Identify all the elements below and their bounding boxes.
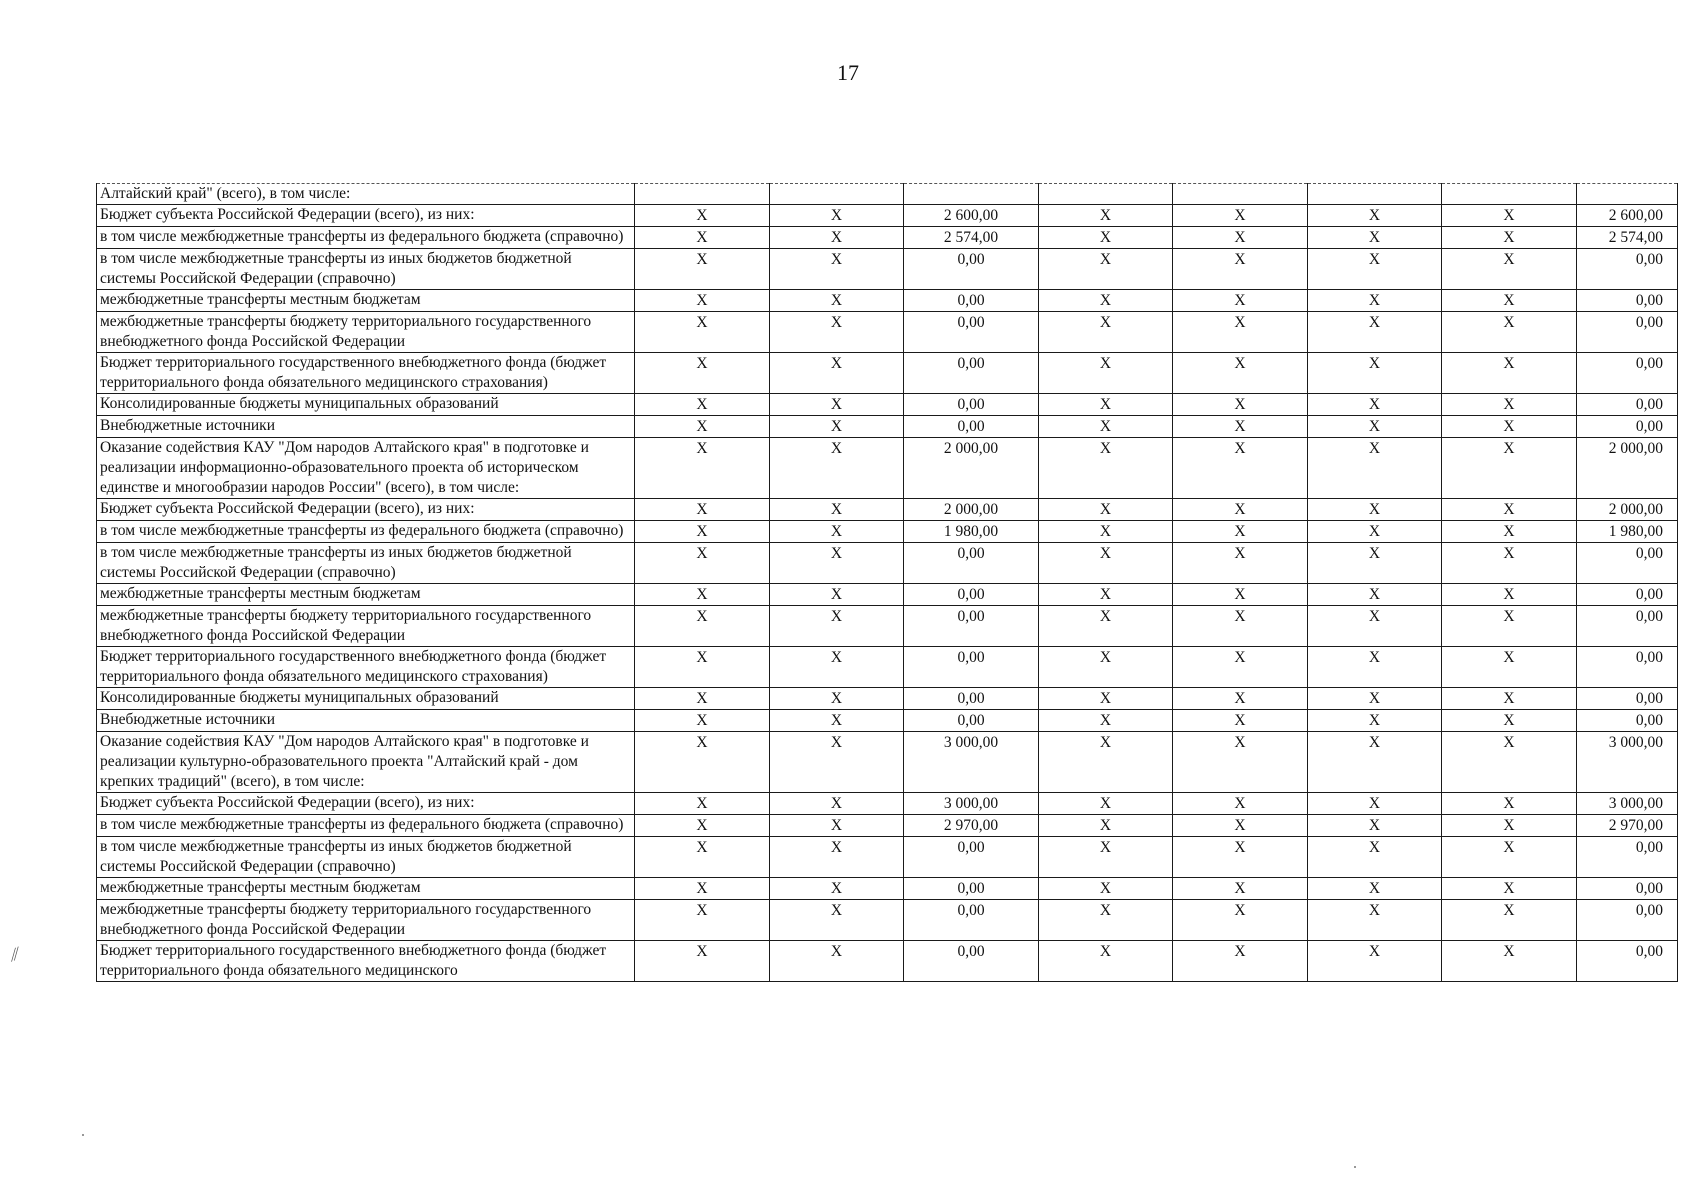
cell-col-7: X bbox=[1442, 584, 1577, 606]
cell-col-4 bbox=[1039, 184, 1173, 205]
cell-col-2: X bbox=[770, 688, 904, 710]
cell-col-4: X bbox=[1039, 312, 1173, 353]
table-row bbox=[97, 312, 1678, 353]
cell-col-1: X bbox=[635, 353, 770, 394]
row-label: Бюджет территориального государственного внебюджетного фонда (бюджет территориального фонда обязательного медицинского bbox=[97, 941, 635, 982]
cell-amount: 0,00 bbox=[904, 837, 1039, 878]
cell-total: 0,00 bbox=[1577, 249, 1678, 290]
cell-amount: 2 574,00 bbox=[904, 227, 1039, 249]
cell-col-2: X bbox=[770, 941, 904, 982]
row-label: Алтайский край" (всего), в том числе: bbox=[97, 184, 635, 205]
cell-amount: 2 970,00 bbox=[904, 815, 1039, 837]
cell-amount: 0,00 bbox=[904, 878, 1039, 900]
cell-col-2: X bbox=[770, 416, 904, 438]
cell-col-6: X bbox=[1308, 227, 1442, 249]
table-row bbox=[97, 878, 1678, 900]
cell-amount: 0,00 bbox=[904, 900, 1039, 941]
cell-col-1: X bbox=[635, 941, 770, 982]
cell-amount: 0,00 bbox=[904, 543, 1039, 584]
cell-col-7: X bbox=[1442, 688, 1577, 710]
cell-col-6: X bbox=[1308, 732, 1442, 793]
cell-col-4: X bbox=[1039, 732, 1173, 793]
cell-total: 0,00 bbox=[1577, 710, 1678, 732]
cell-col-1 bbox=[635, 184, 770, 205]
table-row bbox=[97, 732, 1678, 793]
cell-amount: 0,00 bbox=[904, 710, 1039, 732]
cell-col-2: X bbox=[770, 227, 904, 249]
cell-col-6: X bbox=[1308, 249, 1442, 290]
cell-col-1: X bbox=[635, 837, 770, 878]
cell-col-4: X bbox=[1039, 584, 1173, 606]
row-label: Бюджет субъекта Российской Федерации (всего), из них: bbox=[97, 205, 635, 227]
row-label: Оказание содействия КАУ "Дом народов Алтайского края" в подготовке и реализации культурно-образовательного проекта "Алтайский край - дом крепких традиций" (всего), в том числе: bbox=[97, 732, 635, 793]
cell-col-7: X bbox=[1442, 521, 1577, 543]
cell-col-1: X bbox=[635, 543, 770, 584]
cell-col-1: X bbox=[635, 521, 770, 543]
cell-col-2: X bbox=[770, 878, 904, 900]
cell-col-5: X bbox=[1173, 606, 1308, 647]
cell-col-2: X bbox=[770, 837, 904, 878]
cell-col-6: X bbox=[1308, 205, 1442, 227]
cell-total: 0,00 bbox=[1577, 900, 1678, 941]
cell-col-6: X bbox=[1308, 606, 1442, 647]
table-row bbox=[97, 205, 1678, 227]
cell-col-5: X bbox=[1173, 543, 1308, 584]
cell-amount: 0,00 bbox=[904, 312, 1039, 353]
cell-col-4: X bbox=[1039, 394, 1173, 416]
cell-col-7: X bbox=[1442, 732, 1577, 793]
cell-total: 3 000,00 bbox=[1577, 793, 1678, 815]
cell-col-7: X bbox=[1442, 394, 1577, 416]
cell-col-2: X bbox=[770, 793, 904, 815]
cell-col-2: X bbox=[770, 312, 904, 353]
cell-total: 2 574,00 bbox=[1577, 227, 1678, 249]
cell-col-6: X bbox=[1308, 312, 1442, 353]
cell-col-5: X bbox=[1173, 732, 1308, 793]
cell-col-5: X bbox=[1173, 941, 1308, 982]
cell-col-1: X bbox=[635, 815, 770, 837]
cell-col-5: X bbox=[1173, 793, 1308, 815]
cell-col-2: X bbox=[770, 900, 904, 941]
cell-col-7: X bbox=[1442, 815, 1577, 837]
cell-col-4: X bbox=[1039, 815, 1173, 837]
cell-col-7: X bbox=[1442, 227, 1577, 249]
table-row bbox=[97, 290, 1678, 312]
cell-col-7: X bbox=[1442, 438, 1577, 499]
cell-col-5 bbox=[1173, 184, 1308, 205]
table-row bbox=[97, 394, 1678, 416]
cell-col-6: X bbox=[1308, 900, 1442, 941]
cell-col-1: X bbox=[635, 205, 770, 227]
cell-total: 0,00 bbox=[1577, 543, 1678, 584]
cell-total: 0,00 bbox=[1577, 606, 1678, 647]
cell-col-1: X bbox=[635, 499, 770, 521]
cell-col-6 bbox=[1308, 184, 1442, 205]
row-label: Оказание содействия КАУ "Дом народов Алтайского края" в подготовке и реализации информационно-образовательного проекта об историческом единстве и многообразии народов России" (всего), в том числе: bbox=[97, 438, 635, 499]
scan-margin-mark: ∕∕ bbox=[8, 943, 22, 965]
row-label: Внебюджетные источники bbox=[97, 710, 635, 732]
cell-col-7: X bbox=[1442, 606, 1577, 647]
cell-col-7: X bbox=[1442, 416, 1577, 438]
row-label: Внебюджетные источники bbox=[97, 416, 635, 438]
cell-col-4: X bbox=[1039, 438, 1173, 499]
cell-col-6: X bbox=[1308, 584, 1442, 606]
cell-col-5: X bbox=[1173, 647, 1308, 688]
cell-col-7: X bbox=[1442, 647, 1577, 688]
cell-col-1: X bbox=[635, 584, 770, 606]
cell-col-7: X bbox=[1442, 499, 1577, 521]
cell-col-6: X bbox=[1308, 815, 1442, 837]
cell-total: 2 000,00 bbox=[1577, 438, 1678, 499]
table-row bbox=[97, 941, 1678, 982]
row-label: в том числе межбюджетные трансферты из федерального бюджета (справочно) bbox=[97, 227, 635, 249]
table-row bbox=[97, 353, 1678, 394]
row-label: Бюджет субъекта Российской Федерации (всего), из них: bbox=[97, 793, 635, 815]
table-row bbox=[97, 584, 1678, 606]
table-row bbox=[97, 815, 1678, 837]
cell-col-5: X bbox=[1173, 499, 1308, 521]
cell-amount: 0,00 bbox=[904, 941, 1039, 982]
row-label: межбюджетные трансферты бюджету территориального государственного внебюджетного фонда Российской Федерации bbox=[97, 312, 635, 353]
cell-amount: 0,00 bbox=[904, 290, 1039, 312]
row-label: в том числе межбюджетные трансферты из федерального бюджета (справочно) bbox=[97, 815, 635, 837]
cell-col-5: X bbox=[1173, 312, 1308, 353]
cell-col-1: X bbox=[635, 606, 770, 647]
cell-total: 3 000,00 bbox=[1577, 732, 1678, 793]
cell-col-1: X bbox=[635, 416, 770, 438]
cell-col-1: X bbox=[635, 394, 770, 416]
cell-col-5: X bbox=[1173, 227, 1308, 249]
cell-col-1: X bbox=[635, 688, 770, 710]
cell-col-4: X bbox=[1039, 290, 1173, 312]
table-row bbox=[97, 227, 1678, 249]
cell-total: 0,00 bbox=[1577, 312, 1678, 353]
cell-amount: 3 000,00 bbox=[904, 732, 1039, 793]
cell-col-1: X bbox=[635, 249, 770, 290]
page-number: 17 bbox=[837, 60, 859, 85]
cell-col-2: X bbox=[770, 205, 904, 227]
cell-col-5: X bbox=[1173, 205, 1308, 227]
cell-col-4: X bbox=[1039, 521, 1173, 543]
cell-col-5: X bbox=[1173, 837, 1308, 878]
table-row bbox=[97, 837, 1678, 878]
cell-col-6: X bbox=[1308, 438, 1442, 499]
cell-total: 0,00 bbox=[1577, 416, 1678, 438]
cell-col-1: X bbox=[635, 312, 770, 353]
cell-amount: 0,00 bbox=[904, 249, 1039, 290]
cell-col-6: X bbox=[1308, 710, 1442, 732]
table-row bbox=[97, 710, 1678, 732]
row-label: межбюджетные трансферты местным бюджетам bbox=[97, 878, 635, 900]
cell-col-1: X bbox=[635, 878, 770, 900]
cell-col-2: X bbox=[770, 815, 904, 837]
cell-amount: 0,00 bbox=[904, 416, 1039, 438]
cell-col-6: X bbox=[1308, 647, 1442, 688]
cell-total: 0,00 bbox=[1577, 290, 1678, 312]
cell-col-4: X bbox=[1039, 941, 1173, 982]
cell-col-4: X bbox=[1039, 900, 1173, 941]
cell-col-2: X bbox=[770, 521, 904, 543]
table-row bbox=[97, 249, 1678, 290]
cell-col-4: X bbox=[1039, 688, 1173, 710]
cell-col-6: X bbox=[1308, 543, 1442, 584]
cell-col-4: X bbox=[1039, 878, 1173, 900]
cell-col-2: X bbox=[770, 353, 904, 394]
table-row bbox=[97, 793, 1678, 815]
cell-total: 0,00 bbox=[1577, 688, 1678, 710]
cell-amount: 0,00 bbox=[904, 606, 1039, 647]
row-label: Консолидированные бюджеты муниципальных образований bbox=[97, 394, 635, 416]
cell-col-2: X bbox=[770, 584, 904, 606]
scan-speck bbox=[1354, 1166, 1356, 1168]
cell-col-6: X bbox=[1308, 290, 1442, 312]
cell-col-7: X bbox=[1442, 290, 1577, 312]
row-label: в том числе межбюджетные трансферты из иных бюджетов бюджетной системы Российской Федерации (справочно) bbox=[97, 837, 635, 878]
table-row bbox=[97, 416, 1678, 438]
cell-total: 0,00 bbox=[1577, 941, 1678, 982]
cell-col-4: X bbox=[1039, 793, 1173, 815]
row-label: Консолидированные бюджеты муниципальных образований bbox=[97, 688, 635, 710]
table-row bbox=[97, 521, 1678, 543]
cell-col-4: X bbox=[1039, 606, 1173, 647]
cell-col-1: X bbox=[635, 900, 770, 941]
table-row bbox=[97, 438, 1678, 499]
cell-col-5: X bbox=[1173, 521, 1308, 543]
cell-col-6: X bbox=[1308, 499, 1442, 521]
cell-amount: 0,00 bbox=[904, 353, 1039, 394]
cell-col-7: X bbox=[1442, 878, 1577, 900]
cell-col-4: X bbox=[1039, 353, 1173, 394]
cell-amount: 1 980,00 bbox=[904, 521, 1039, 543]
cell-col-5: X bbox=[1173, 688, 1308, 710]
cell-col-7 bbox=[1442, 184, 1577, 205]
cell-total bbox=[1577, 184, 1678, 205]
cell-amount: 2 000,00 bbox=[904, 499, 1039, 521]
cell-col-6: X bbox=[1308, 353, 1442, 394]
cell-total: 0,00 bbox=[1577, 584, 1678, 606]
cell-col-6: X bbox=[1308, 394, 1442, 416]
cell-total: 2 600,00 bbox=[1577, 205, 1678, 227]
cell-total: 0,00 bbox=[1577, 647, 1678, 688]
cell-col-5: X bbox=[1173, 438, 1308, 499]
cell-col-2: X bbox=[770, 249, 904, 290]
cell-col-2: X bbox=[770, 290, 904, 312]
cell-col-5: X bbox=[1173, 290, 1308, 312]
row-label: межбюджетные трансферты бюджету территориального государственного внебюджетного фонда Российской Федерации bbox=[97, 606, 635, 647]
cell-col-2: X bbox=[770, 647, 904, 688]
cell-col-1: X bbox=[635, 710, 770, 732]
table-row bbox=[97, 499, 1678, 521]
cell-col-1: X bbox=[635, 438, 770, 499]
row-label: межбюджетные трансферты местным бюджетам bbox=[97, 290, 635, 312]
cell-total: 1 980,00 bbox=[1577, 521, 1678, 543]
cell-col-6: X bbox=[1308, 688, 1442, 710]
cell-col-4: X bbox=[1039, 647, 1173, 688]
cell-col-4: X bbox=[1039, 205, 1173, 227]
cell-total: 0,00 bbox=[1577, 353, 1678, 394]
table-row bbox=[97, 900, 1678, 941]
cell-amount bbox=[904, 184, 1039, 205]
cell-col-5: X bbox=[1173, 815, 1308, 837]
cell-col-5: X bbox=[1173, 584, 1308, 606]
cell-col-7: X bbox=[1442, 900, 1577, 941]
cell-total: 2 000,00 bbox=[1577, 499, 1678, 521]
budget-table-body bbox=[97, 184, 1678, 982]
table-row bbox=[97, 184, 1678, 205]
scan-speck bbox=[82, 1134, 84, 1136]
cell-col-7: X bbox=[1442, 353, 1577, 394]
table-row bbox=[97, 606, 1678, 647]
cell-col-2: X bbox=[770, 606, 904, 647]
cell-amount: 0,00 bbox=[904, 688, 1039, 710]
row-label: межбюджетные трансферты бюджету территориального государственного внебюджетного фонда Российской Федерации bbox=[97, 900, 635, 941]
cell-col-7: X bbox=[1442, 205, 1577, 227]
cell-total: 0,00 bbox=[1577, 878, 1678, 900]
cell-total: 2 970,00 bbox=[1577, 815, 1678, 837]
row-label: межбюджетные трансферты местным бюджетам bbox=[97, 584, 635, 606]
cell-col-4: X bbox=[1039, 499, 1173, 521]
cell-total: 0,00 bbox=[1577, 394, 1678, 416]
cell-col-7: X bbox=[1442, 312, 1577, 353]
cell-amount: 2 000,00 bbox=[904, 438, 1039, 499]
cell-col-7: X bbox=[1442, 793, 1577, 815]
cell-col-2: X bbox=[770, 499, 904, 521]
cell-col-4: X bbox=[1039, 249, 1173, 290]
cell-amount: 0,00 bbox=[904, 394, 1039, 416]
cell-col-2: X bbox=[770, 732, 904, 793]
row-label: Бюджет территориального государственного внебюджетного фонда (бюджет территориального фонда обязательного медицинского страхования) bbox=[97, 647, 635, 688]
cell-col-1: X bbox=[635, 290, 770, 312]
table-row bbox=[97, 647, 1678, 688]
cell-col-7: X bbox=[1442, 941, 1577, 982]
cell-col-4: X bbox=[1039, 227, 1173, 249]
cell-col-5: X bbox=[1173, 416, 1308, 438]
budget-table bbox=[96, 183, 1678, 982]
cell-col-5: X bbox=[1173, 353, 1308, 394]
cell-col-2: X bbox=[770, 438, 904, 499]
cell-col-7: X bbox=[1442, 710, 1577, 732]
cell-col-7: X bbox=[1442, 543, 1577, 584]
cell-col-4: X bbox=[1039, 837, 1173, 878]
cell-col-6: X bbox=[1308, 793, 1442, 815]
cell-col-5: X bbox=[1173, 710, 1308, 732]
row-label: в том числе межбюджетные трансферты из иных бюджетов бюджетной системы Российской Федерации (справочно) bbox=[97, 543, 635, 584]
cell-col-7: X bbox=[1442, 249, 1577, 290]
cell-col-2: X bbox=[770, 394, 904, 416]
cell-amount: 2 600,00 bbox=[904, 205, 1039, 227]
cell-col-2: X bbox=[770, 710, 904, 732]
cell-col-4: X bbox=[1039, 710, 1173, 732]
cell-col-5: X bbox=[1173, 249, 1308, 290]
cell-col-5: X bbox=[1173, 394, 1308, 416]
row-label: Бюджет территориального государственного внебюджетного фонда (бюджет территориального фонда обязательного медицинского страхования) bbox=[97, 353, 635, 394]
cell-total: 0,00 bbox=[1577, 837, 1678, 878]
cell-col-6: X bbox=[1308, 837, 1442, 878]
cell-col-4: X bbox=[1039, 416, 1173, 438]
cell-amount: 3 000,00 bbox=[904, 793, 1039, 815]
cell-col-1: X bbox=[635, 227, 770, 249]
cell-col-7: X bbox=[1442, 837, 1577, 878]
cell-col-1: X bbox=[635, 647, 770, 688]
cell-col-5: X bbox=[1173, 878, 1308, 900]
row-label: Бюджет субъекта Российской Федерации (всего), из них: bbox=[97, 499, 635, 521]
cell-col-2 bbox=[770, 184, 904, 205]
cell-amount: 0,00 bbox=[904, 584, 1039, 606]
row-label: в том числе межбюджетные трансферты из федерального бюджета (справочно) bbox=[97, 521, 635, 543]
row-label: в том числе межбюджетные трансферты из иных бюджетов бюджетной системы Российской Федерации (справочно) bbox=[97, 249, 635, 290]
cell-col-6: X bbox=[1308, 521, 1442, 543]
cell-col-2: X bbox=[770, 543, 904, 584]
cell-col-1: X bbox=[635, 793, 770, 815]
cell-amount: 0,00 bbox=[904, 647, 1039, 688]
cell-col-6: X bbox=[1308, 416, 1442, 438]
table-row bbox=[97, 688, 1678, 710]
cell-col-5: X bbox=[1173, 900, 1308, 941]
cell-col-4: X bbox=[1039, 543, 1173, 584]
cell-col-6: X bbox=[1308, 941, 1442, 982]
table-row bbox=[97, 543, 1678, 584]
cell-col-1: X bbox=[635, 732, 770, 793]
cell-col-6: X bbox=[1308, 878, 1442, 900]
